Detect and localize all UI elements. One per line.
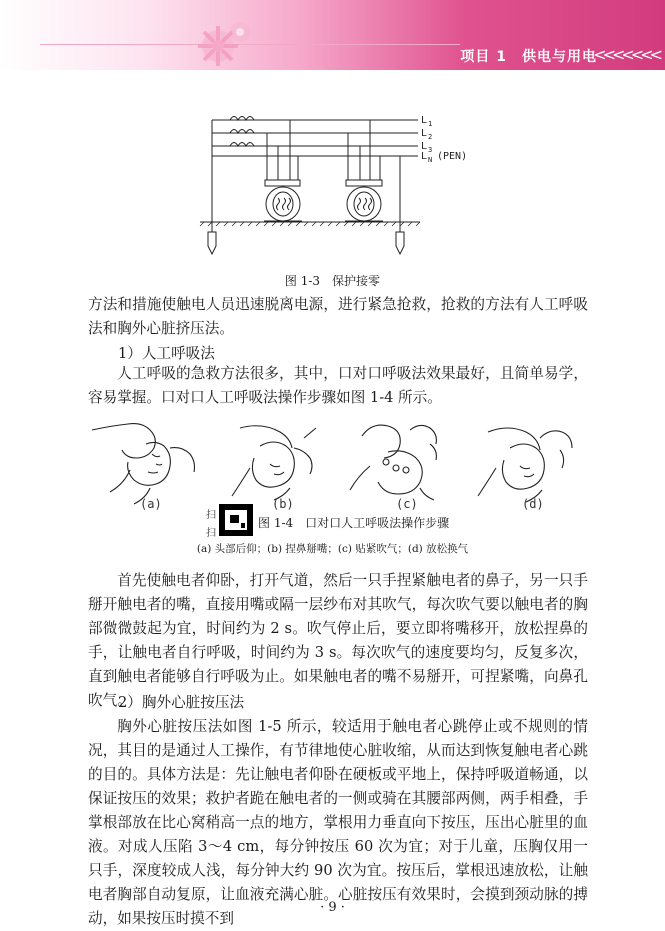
- illustration-a: [92, 424, 195, 504]
- label-l2: L: [421, 128, 428, 139]
- figure-mouth-to-mouth: [90, 408, 590, 518]
- qr-label-bottom: 扫: [206, 528, 216, 539]
- label-l1: L: [421, 115, 428, 126]
- figure-subcaption: (a) 头部后仰；(b) 捏鼻掰嘴；(c) 贴紧吹气；(d) 放松换气: [196, 543, 469, 555]
- svg-text:3: 3: [428, 146, 433, 154]
- illustration-c: [350, 425, 436, 500]
- paragraph: 首先使触电者仰卧，打开气道，然后一只手捏紧触电者的鼻子，另一只手掰开触电者的嘴，直接用嘴或隔一层纱布对其吹气，每次吹气要以触电者的胸部微微鼓起为宜，时间约为 2 s。吹气停止后，要立即将嘴移开，放松捏鼻的手，让触电者自行呼吸，时间约为 3 s。每次吹气的速度要均匀，反复多次，直到触电者能够自行呼吸为止。如果触电者的嘴不易掰开，可捏紧嘴，向鼻孔吹气。: [88, 572, 588, 709]
- label-ln: L: [421, 151, 428, 162]
- sublabel-c: (c): [396, 497, 418, 511]
- paragraph: 胸外心脏按压法如图 1-5 所示，较适用于触电者心跳停止或不规则的情况，其目的是通过人工操作，有节律地使心脏收缩，从而达到恢复触电者心跳的目的。具体方法是：先让触电者仰卧在硬板或平地上，保持呼吸道畅通，以保证按压的效果；救护者跪在触电者的一侧或骑在其腰部两侧，两手相叠，手掌根部放在比心窝稍高一点的地方，掌根用力垂直向下按压，压出心脏里的血液。对成人压陷 3～4 cm，每分钟按压 60 次为宜；对于儿童，压胸仅用一只手，深度较成人浅，每分钟大约 90 次为宜。按压后，掌根迅速放松，让触电者胸部自动复原，让血液充满心脏。心脏按压有效果时，会摸到颈动脉的搏动，如果按压时摸不到: [88, 718, 588, 927]
- svg-text:2: 2: [428, 133, 433, 141]
- figure-caption: 图 1-3 保护接零: [284, 274, 381, 288]
- qr-label-top: 扫: [206, 510, 216, 521]
- section-heading: 2）胸外心脏按压法: [118, 694, 245, 711]
- label-l3: L: [421, 141, 428, 152]
- illustration-b: [232, 426, 316, 500]
- paragraph: 方法和措施使触电人员迅速脱离电源，进行紧急抢救，抢救的方法有人工呼吸法和胸外心脏挤压法。: [88, 296, 588, 337]
- page-number: · 9 ·: [320, 900, 345, 915]
- sublabel-a: (a): [140, 497, 162, 511]
- chevron-left-icon: <<<<<<<: [593, 45, 659, 64]
- sublabel-d: (d): [522, 497, 544, 511]
- paragraph: 人工呼吸的急救方法很多，其中，口对口呼吸法效果最好，且简单易学，容易掌握。口对口人工呼吸法操作步骤如图 1-4 所示。: [88, 365, 588, 406]
- header-title: 项目 1 供电与用电: [460, 49, 597, 65]
- figure-protective-neutral: [190, 100, 490, 270]
- illustration-d: [478, 428, 572, 502]
- svg-text:1: 1: [428, 120, 433, 128]
- section-heading: 1）人工呼吸法: [118, 345, 215, 362]
- sublabel-b: (b): [272, 497, 294, 511]
- figure-caption: 图 1-4 口对口人工呼吸法操作步骤: [258, 516, 450, 530]
- page-header: [0, 0, 665, 70]
- gear-icon: [188, 12, 258, 70]
- svg-text:N: N: [428, 156, 433, 164]
- qr-code-icon[interactable]: [218, 503, 254, 537]
- label-pen: (PEN): [437, 151, 468, 162]
